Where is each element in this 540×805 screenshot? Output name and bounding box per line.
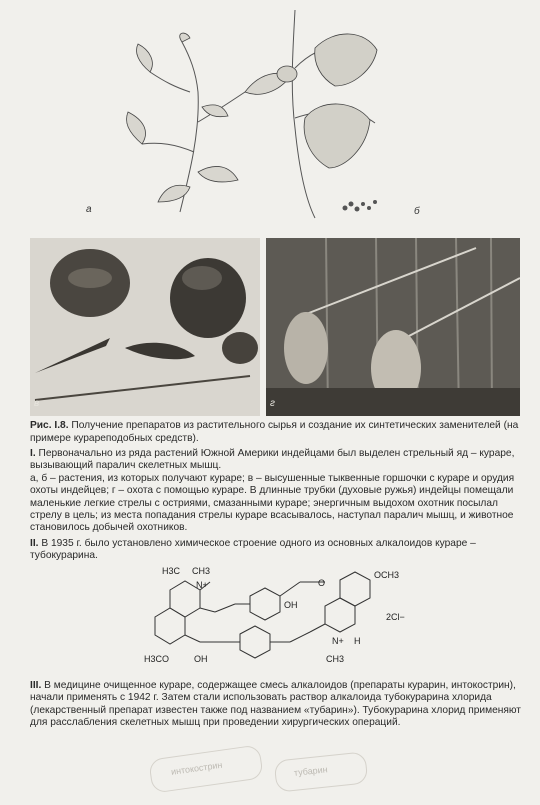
section-1-numeral: I. <box>30 448 36 459</box>
section-3-text: В медицине очищенное кураре, содержащее смесь алкалоидов (препараты курарин, интокострин), начали применять с 1942 г. Затем стали использовать раствор алкалоида тубокурарина хлорида (лекарственный препарат известен также под названием «тубарин»). Тубокурарина хлорид применяют для расслабления скелетных мышц при проведении хирургических операций. <box>30 680 521 729</box>
label-n-top: N+ <box>196 580 208 590</box>
label-h3c-top: H3C <box>162 566 181 576</box>
label-oh-top: OH <box>284 600 298 610</box>
section-3-numeral: III. <box>30 680 42 691</box>
section-1 <box>30 448 524 535</box>
plant-illustration-b <box>265 8 405 223</box>
section-2-numeral: II. <box>30 538 39 549</box>
label-h3co: H3CO <box>144 654 170 664</box>
label-h: H <box>354 636 361 646</box>
section-1-text: Первоначально из ряда растений Южной Америки индейцами был выделен стрельный яд – кураре, вызывающий паралич скелетных мышц. <box>30 448 515 472</box>
label-n-bottom: N+ <box>332 636 344 646</box>
section-1-details: а, б – растения, из которых получают кураре; в – высушенные тыквенные горшочки с кураре и орудия охоты индейцев; г – охота с помощью кураре. В длинные трубки (духовые ружья) индейцы помещали маленькие легкие стрелы с остриями, смазанными кураре; энергичным выдохом охотник посылал стрелу в цель; из места попадания стрелы кураре всасывалось, наступал паралич мышц, и животное становилось добычей охотников. <box>30 472 515 534</box>
section-2-text: В 1935 г. было установлено химическое строение одного из основных алкалоидов кураре – тубокурарина. <box>30 538 476 562</box>
ampoule-label-tubarin: тубарин <box>293 764 329 778</box>
label-o-bridge: O <box>318 578 326 588</box>
ampoule-intokostrin <box>148 744 264 793</box>
label-oh-bottom: OH <box>194 654 208 664</box>
label-ch3-bottom: CH3 <box>326 654 345 664</box>
caption-title: Рис. I.8. <box>30 420 69 431</box>
tubocurarine-structure <box>140 560 420 670</box>
label-2cl: 2Cl− <box>386 612 405 622</box>
ampoule-tubarin <box>274 751 369 792</box>
panel-label-b: б <box>414 206 420 217</box>
panel-label-a: а <box>86 204 92 215</box>
panel-label-g: г <box>270 398 275 409</box>
ampoule-label-intokostrin: интокострин <box>170 759 223 777</box>
photo-blowgun-hunting <box>266 238 520 416</box>
figure-caption <box>30 420 522 445</box>
caption-text: Получение препаратов из растительного сырья и создание их синтетических заменителей (на примере курареподобных средств). <box>30 420 519 444</box>
photo-curare-pots-and-weapons <box>30 238 260 416</box>
label-ch3-top: CH3 <box>192 566 211 576</box>
label-och3: OCH3 <box>374 570 400 580</box>
section-3 <box>30 680 524 730</box>
panel-label-v: в <box>34 398 40 409</box>
